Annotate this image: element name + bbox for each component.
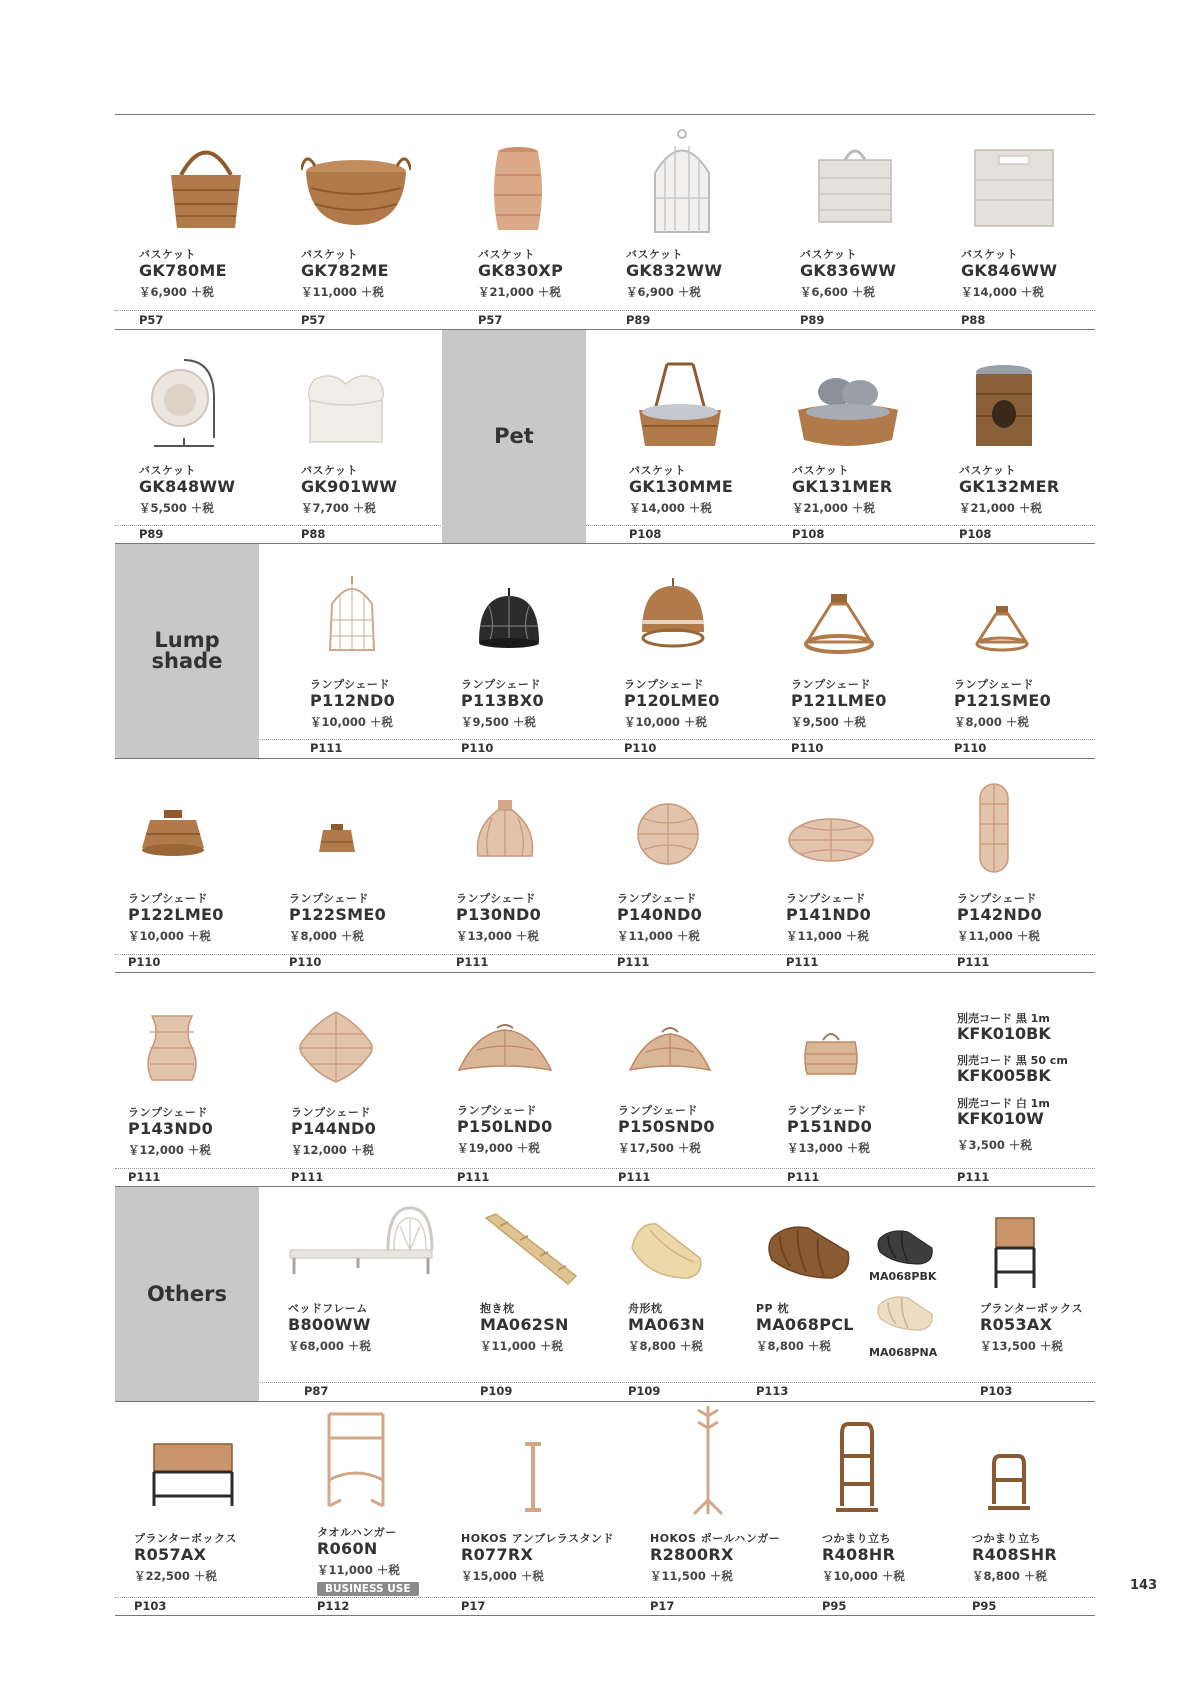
product-type: バスケット [961,248,1018,261]
page-reference[interactable]: P110 [289,955,322,969]
basket-icon [161,130,251,230]
product-price: ￥14,000 ＋税 [961,285,1044,299]
product-price: ￥10,000 ＋税 [822,1569,905,1583]
page-reference[interactable]: P89 [626,313,651,327]
product-type: バスケット [139,248,196,261]
product-type: バスケット [301,248,358,261]
boat-pillow-icon [628,1218,708,1282]
product-price: ￥21,000 ＋税 [959,501,1042,515]
product-code: R408SHR [972,1545,1058,1564]
product-type: ランプシェード [310,678,390,691]
row-divider [115,1401,1095,1402]
page-reference[interactable]: P111 [128,1170,161,1184]
towel-hanger-icon [321,1410,391,1510]
product-price: ￥6,600 ＋税 [800,285,875,299]
product-type: ランプシェード [791,678,871,691]
page-reference[interactable]: P103 [134,1599,167,1613]
page-reference[interactable]: P111 [787,1170,820,1184]
product-price: ￥8,800 ＋税 [756,1339,831,1353]
product-price: ￥8,800 ＋税 [628,1339,703,1353]
box-basket-icon [815,130,895,230]
product-type: タオルハンガー [317,1526,397,1539]
product-code: R2800RX [650,1545,734,1564]
product-price: ￥11,000 ＋税 [301,285,384,299]
product-type: 舟形枕 [628,1302,663,1315]
page-reference[interactable]: P17 [461,1599,486,1613]
product-type: ランプシェード [957,892,1037,905]
dome-lamp-icon [638,576,708,656]
product-code: R077RX [461,1545,534,1564]
product-type: ランプシェード [787,1104,867,1117]
cord-code: KFK010W [957,1109,1044,1128]
product-price: ￥13,000 ＋税 [456,929,539,943]
dotted-line [115,954,1095,955]
page-reference[interactable]: P110 [791,741,824,755]
product-type: バスケット [792,464,849,477]
product-code: P113BX0 [461,691,544,710]
page-reference[interactable]: P111 [617,955,650,969]
product-price: ￥22,500 ＋税 [134,1569,217,1583]
product-price: ￥13,500 ＋税 [980,1339,1063,1353]
page-reference[interactable]: P111 [457,1170,490,1184]
product-code: R060N [317,1539,378,1558]
product-type: ランプシェード [128,1106,208,1119]
row-divider [115,1186,1095,1187]
tube-lamp-icon [975,780,1013,876]
dotted-line [115,1597,1095,1598]
natural-pillow-icon [876,1294,936,1334]
product-code: P121LME0 [791,691,887,710]
product-type: バスケット [959,464,1016,477]
product-type: つかまり立ち [972,1532,1041,1545]
product-type: バスケット [139,464,196,477]
product-price: ￥6,900 ＋税 [626,285,701,299]
product-code: P121SME0 [954,691,1052,710]
drum-lamp-icon [138,808,208,858]
product-code: MA068PCL [756,1315,854,1334]
product-price: ￥11,500 ＋税 [650,1569,733,1583]
product-price: ￥21,000 ＋税 [792,501,875,515]
page-reference[interactable]: P111 [618,1170,651,1184]
product-price: ￥8,800 ＋税 [972,1569,1047,1583]
product-type: バスケット [800,248,857,261]
row-divider [115,329,1095,330]
category-label: Lump shade [151,628,223,673]
product-code: P120LME0 [624,691,720,710]
planter-stand-icon [990,1212,1040,1292]
product-code: P122SME0 [289,905,387,924]
product-price: ￥13,000 ＋税 [787,1141,870,1155]
product-type: ランプシェード [954,678,1034,691]
row-divider [115,972,1095,973]
wavy-lamp-icon [144,1012,200,1084]
product-code: P122LME0 [128,905,224,924]
page-reference[interactable]: P57 [478,313,503,327]
dotted-line [115,739,1095,740]
top-rule [115,114,1095,115]
product-type: バスケット [478,248,535,261]
pet-bed-icon [796,370,900,450]
product-type: ランプシェード [461,678,541,691]
cone-lamp-icon [803,592,875,654]
oval-basket-icon [301,130,411,230]
pp-pillow-icon [766,1222,852,1282]
hanging-basket-icon [144,358,224,448]
row-divider [115,1615,1095,1616]
page-reference[interactable]: P112 [317,1599,350,1613]
product-price: ￥17,500 ＋税 [618,1141,701,1155]
product-price: ￥8,000 ＋税 [289,929,364,943]
cord-code: KFK010BK [957,1024,1051,1043]
birdcage-icon [651,128,713,236]
page-reference[interactable]: P103 [980,1384,1013,1398]
black-dome-lamp-icon [476,586,542,654]
page-reference[interactable]: P109 [480,1384,513,1398]
dotted-line [115,525,1095,526]
product-type: ランプシェード [291,1106,371,1119]
product-type: ランプシェード [618,1104,698,1117]
lantern-lamp-icon [295,1010,377,1084]
dotted-line [115,1168,1095,1169]
product-code: R053AX [980,1315,1053,1334]
product-type: プランターボックス [980,1302,1083,1315]
page-reference[interactable]: P89 [139,527,164,541]
product-type: つかまり立ち [822,1532,891,1545]
product-code: GK130MME [629,477,734,496]
product-type: バスケット [629,464,686,477]
product-type: バスケット [301,464,358,477]
page-reference[interactable]: P95 [972,1599,997,1613]
product-type: ランプシェード [624,678,704,691]
product-code: GK830XP [478,261,564,280]
body-pillow-icon [480,1212,580,1288]
product-price: ￥6,900 ＋税 [139,285,214,299]
variant-code: MA068PBK [869,1270,937,1283]
category-label: Others [147,1281,227,1306]
product-price: ￥15,000 ＋税 [461,1569,544,1583]
product-code: MA063N [628,1315,705,1334]
pet-carrier-icon [635,360,725,450]
product-type: ランプシェード [128,892,208,905]
page-reference[interactable]: P111 [786,955,819,969]
product-price: ￥19,000 ＋税 [457,1141,540,1155]
business-use-badge: BUSINESS USE [317,1582,419,1596]
cord-price: ￥3,500 ＋税 [957,1138,1032,1152]
page-reference[interactable]: P95 [822,1599,847,1613]
dotted-line [115,1382,1095,1383]
flat-ball-lamp-icon [786,814,876,864]
product-price: ￥12,000 ＋税 [128,1143,211,1157]
product-price: ￥11,000 ＋税 [480,1339,563,1353]
cage-lamp-icon [322,574,382,654]
product-type: ランプシェード [456,892,536,905]
product-price: ￥7,700 ＋税 [301,501,376,515]
page-number: 143 [1130,1578,1158,1593]
page-reference[interactable]: P111 [291,1170,324,1184]
product-type: HOKOS アンブレラスタンド [461,1532,614,1545]
bell-lamp-icon [470,798,540,862]
cord-label: 別売コード 黒 50 cm [957,1054,1068,1067]
page-reference[interactable]: P111 [957,955,990,969]
product-type: ランプシェード [457,1104,537,1117]
page-reference[interactable]: P87 [304,1384,329,1398]
product-code: MA062SN [480,1315,569,1334]
page-reference[interactable]: P110 [128,955,161,969]
product-code: P143ND0 [128,1119,214,1138]
product-code: R057AX [134,1545,207,1564]
heart-basket-icon [306,370,386,450]
cord-code: KFK005BK [957,1066,1051,1085]
product-type: HOKOS ポールハンガー [650,1532,781,1545]
page-reference[interactable]: P111 [310,741,343,755]
row-divider [115,543,1095,544]
product-code: R408HR [822,1545,896,1564]
product-code: GK132MER [959,477,1060,496]
product-code: P130ND0 [456,905,542,924]
product-price: ￥10,000 ＋税 [624,715,707,729]
product-type: PP 枕 [756,1302,789,1315]
product-price: ￥11,000 ＋税 [786,929,869,943]
black-pillow-icon [876,1228,936,1268]
product-type: バスケット [626,248,683,261]
page-reference[interactable]: P57 [139,313,164,327]
product-type: ランプシェード [786,892,866,905]
category-label: Pet [494,424,534,448]
product-code: P142ND0 [957,905,1043,924]
row-divider [115,758,1095,759]
small-drum-lamp-icon [317,822,357,858]
category-others [115,1187,259,1401]
product-price: ￥9,500 ＋税 [791,715,866,729]
product-price: ￥8,000 ＋税 [954,715,1029,729]
product-type: プランターボックス [134,1532,237,1545]
product-code: GK782ME [301,261,389,280]
cord-label: 別売コード 白 1m [957,1097,1050,1110]
product-type: ランプシェード [289,892,369,905]
product-code: GK832WW [626,261,723,280]
product-code: GK846WW [961,261,1058,280]
product-code: B800WW [288,1315,371,1334]
product-price: ￥9,500 ＋税 [461,715,536,729]
page-reference[interactable]: P111 [957,1170,990,1184]
pole-hanger-icon [688,1404,728,1516]
product-price: ￥10,000 ＋税 [310,715,393,729]
page-reference[interactable]: P88 [301,527,326,541]
product-code: GK848WW [139,477,236,496]
ufo-lamp-icon [457,1022,553,1076]
bed-frame-icon [288,1204,438,1280]
pet-house-icon [971,364,1037,450]
product-price: ￥21,000 ＋税 [478,285,561,299]
product-price: ￥5,500 ＋税 [139,501,214,515]
page-reference[interactable]: P17 [650,1599,675,1613]
product-code: P144ND0 [291,1119,377,1138]
product-price: ￥68,000 ＋税 [288,1339,371,1353]
page-reference[interactable]: P108 [959,527,992,541]
product-code: P150LND0 [457,1117,553,1136]
page-reference[interactable]: P89 [800,313,825,327]
product-code: GK131MER [792,477,893,496]
page-reference[interactable]: P108 [629,527,662,541]
small-ufo-lamp-icon [628,1024,712,1076]
product-code: P151ND0 [787,1117,873,1136]
vase-basket-icon [488,130,548,234]
product-code: P140ND0 [617,905,703,924]
product-code: GK901WW [301,477,398,496]
product-code: GK836WW [800,261,897,280]
round-basket-lamp-icon [801,1028,861,1078]
page-reference[interactable]: P108 [792,527,825,541]
product-code: GK780ME [139,261,227,280]
small-support-handle-icon [986,1452,1032,1514]
page-reference[interactable]: P110 [461,741,494,755]
dotted-line [115,310,1095,311]
square-basket-icon [971,130,1057,230]
small-cone-lamp-icon [974,604,1030,654]
page-reference[interactable]: P110 [954,741,987,755]
product-code: P150SND0 [618,1117,715,1136]
page-reference[interactable]: P111 [456,955,489,969]
product-price: ￥11,000 ＋税 [317,1563,400,1577]
support-handle-icon [834,1420,880,1516]
cord-label: 別売コード 黒 1m [957,1012,1050,1025]
ball-lamp-icon [635,800,701,866]
product-type: ベッドフレーム [288,1302,368,1315]
product-type: 抱き枕 [480,1302,515,1315]
product-code: P112ND0 [310,691,396,710]
planter-box-icon [150,1440,236,1510]
product-price: ￥11,000 ＋税 [957,929,1040,943]
product-type: ランプシェード [617,892,697,905]
page-reference[interactable]: P88 [961,313,986,327]
product-price: ￥12,000 ＋税 [291,1143,374,1157]
product-price: ￥10,000 ＋税 [128,929,211,943]
umbrella-stand-icon [515,1440,551,1514]
category-lamp-shade [115,544,259,758]
product-code: P141ND0 [786,905,872,924]
page-reference[interactable]: P110 [624,741,657,755]
product-price: ￥14,000 ＋税 [629,501,712,515]
variant-code: MA068PNA [869,1346,938,1359]
page-reference[interactable]: P57 [301,313,326,327]
page-reference[interactable]: P113 [756,1384,789,1398]
page-reference[interactable]: P109 [628,1384,661,1398]
category-pet [442,330,586,543]
product-price: ￥11,000 ＋税 [617,929,700,943]
